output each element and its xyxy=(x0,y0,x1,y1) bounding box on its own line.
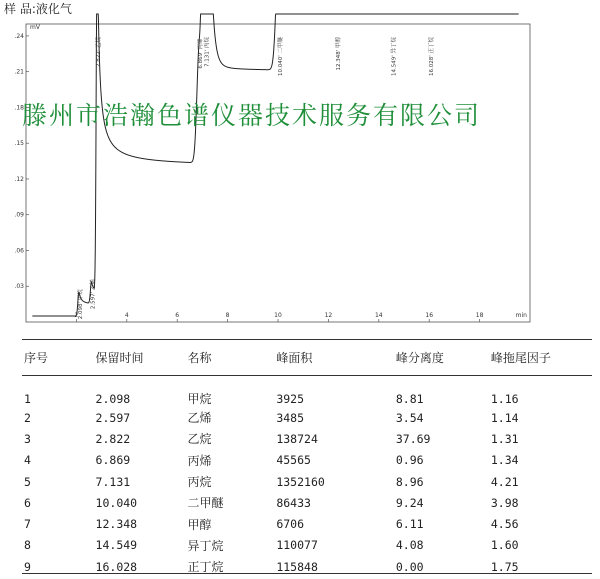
row-index: 2 xyxy=(24,410,31,425)
results-table xyxy=(22,339,592,577)
row-index: 3 xyxy=(24,431,31,446)
peak-label: 7.131' 丙烷 xyxy=(204,37,211,68)
row-retention-time: 7.131 xyxy=(95,474,131,489)
row-name: 丙烷 xyxy=(187,475,212,490)
row-resolution: 37.69 xyxy=(395,431,431,446)
y-tick-label: .18 xyxy=(14,104,24,112)
table-row xyxy=(22,407,592,428)
table-row xyxy=(22,556,592,577)
row-tailing-factor: 1.60 xyxy=(490,538,519,553)
peak-label: 16.028' 正丁烷 xyxy=(428,37,435,77)
row-retention-time: 2.597 xyxy=(95,410,131,425)
peak-label: 2.597' 乙烯 xyxy=(90,279,97,310)
row-name: 乙烯 xyxy=(187,411,212,426)
row-index: 1 xyxy=(24,391,31,406)
row-resolution: 3.54 xyxy=(395,410,424,425)
row-tailing-factor: 1.75 xyxy=(490,559,519,574)
table-row xyxy=(22,471,592,492)
x-tick-label: 6 xyxy=(175,312,180,319)
peak-label: 10.040' 二甲醚 xyxy=(278,37,285,77)
row-tailing-factor: 4.56 xyxy=(490,517,519,532)
row-name: 丙烯 xyxy=(187,453,212,468)
row-peak-area: 6706 xyxy=(276,517,305,532)
y-tick-label: .12 xyxy=(14,175,24,183)
row-name: 异丁烷 xyxy=(187,538,224,553)
row-retention-time: 2.822 xyxy=(95,431,131,446)
table-row xyxy=(22,513,592,534)
header-name: 名称 xyxy=(187,340,276,376)
header-peak-area: 峰面积 xyxy=(276,340,396,376)
watermark-company-name: 滕州市浩瀚色谱仪器技术服务有限公司 xyxy=(22,101,482,130)
table-row xyxy=(22,450,592,471)
row-retention-time: 2.098 xyxy=(95,391,131,406)
row-retention-time: 10.040 xyxy=(95,495,138,510)
row-resolution: 4.08 xyxy=(395,538,424,553)
peak-label: 14.549' 异丁烷 xyxy=(391,37,398,77)
x-tick-label: 4 xyxy=(124,312,129,319)
row-peak-area: 138724 xyxy=(276,431,318,446)
y-axis xyxy=(14,24,40,290)
row-retention-time: 14.549 xyxy=(95,538,138,553)
y-tick-label: .06 xyxy=(14,247,24,255)
row-resolution: 6.11 xyxy=(395,517,424,532)
sample-label: 样 品: xyxy=(4,2,36,16)
row-index: 9 xyxy=(24,559,31,574)
row-tailing-factor: 1.16 xyxy=(490,391,519,406)
row-index: 4 xyxy=(24,453,31,468)
header-tailing-factor: 峰拖尾因子 xyxy=(491,340,592,376)
row-peak-area: 1352160 xyxy=(276,474,325,489)
row-name: 乙烷 xyxy=(187,432,212,447)
y-tick-label: .03 xyxy=(14,283,24,291)
row-resolution: 8.81 xyxy=(395,391,424,406)
row-peak-area: 115848 xyxy=(276,559,318,574)
row-tailing-factor: 1.14 xyxy=(490,410,519,425)
x-tick-label: 2 xyxy=(74,312,79,319)
header-retention-time: 保留时间 xyxy=(96,340,188,376)
row-name: 甲烷 xyxy=(187,392,212,406)
sample-value: 液化气 xyxy=(35,2,72,16)
table-row xyxy=(22,376,592,408)
row-peak-area: 3925 xyxy=(276,391,305,406)
y-axis-unit: mV xyxy=(30,24,40,31)
row-tailing-factor: 4.21 xyxy=(490,474,519,489)
row-tailing-factor: 1.31 xyxy=(490,431,519,446)
row-resolution: 9.24 xyxy=(395,495,424,510)
row-index: 8 xyxy=(24,538,31,553)
row-resolution: 0.96 xyxy=(395,453,424,468)
peak-label: 2.822' 乙烷 xyxy=(96,37,103,68)
row-resolution: 0.00 xyxy=(395,559,424,574)
y-tick-label: .24 xyxy=(14,32,24,40)
row-resolution: 8.96 xyxy=(395,474,424,489)
row-index: 7 xyxy=(24,517,31,532)
header-index: 序号 xyxy=(22,340,96,376)
y-tick-label: .21 xyxy=(14,68,24,76)
row-retention-time: 16.028 xyxy=(95,559,138,574)
peak-label: 2.098' 甲烷 xyxy=(77,289,84,320)
peak-label: 6.869' 丙烯 xyxy=(198,38,205,69)
table-body xyxy=(22,376,592,578)
row-name: 正丁烷 xyxy=(187,560,224,575)
x-tick-label: 10 xyxy=(274,312,282,319)
x-axis-unit: min xyxy=(515,312,527,319)
x-tick-label: 16 xyxy=(425,312,434,319)
row-index: 6 xyxy=(24,495,31,510)
row-retention-time: 12.348 xyxy=(95,517,138,532)
y-tick-label: .09 xyxy=(14,211,24,219)
row-index: 5 xyxy=(24,474,31,489)
table-row xyxy=(22,428,592,449)
peak-labels xyxy=(76,37,435,320)
row-tailing-factor: 3.98 xyxy=(490,495,519,510)
header-resolution: 峰分离度 xyxy=(396,340,491,376)
row-name: 二甲醚 xyxy=(187,496,224,511)
table-row xyxy=(22,492,592,513)
row-peak-area: 3485 xyxy=(276,410,305,425)
x-tick-label: 18 xyxy=(475,312,484,319)
table-bottom-rule xyxy=(22,573,592,574)
x-tick-label: 14 xyxy=(374,312,383,319)
row-name: 甲醇 xyxy=(187,517,212,532)
x-tick-label: 8 xyxy=(225,312,230,319)
x-axis xyxy=(74,312,527,322)
y-tick-label: .15 xyxy=(14,140,24,148)
row-retention-time: 6.869 xyxy=(95,453,131,468)
row-tailing-factor: 1.34 xyxy=(490,453,519,468)
chromatogram-trace xyxy=(32,14,518,316)
table-row xyxy=(22,535,592,556)
row-peak-area: 86433 xyxy=(276,495,311,510)
peak-label: 12.348' 甲醇 xyxy=(336,37,343,71)
table-header-row xyxy=(22,340,592,376)
row-peak-area: 45565 xyxy=(276,453,311,468)
x-tick-label: 12 xyxy=(324,312,333,319)
row-peak-area: 110077 xyxy=(276,538,318,553)
